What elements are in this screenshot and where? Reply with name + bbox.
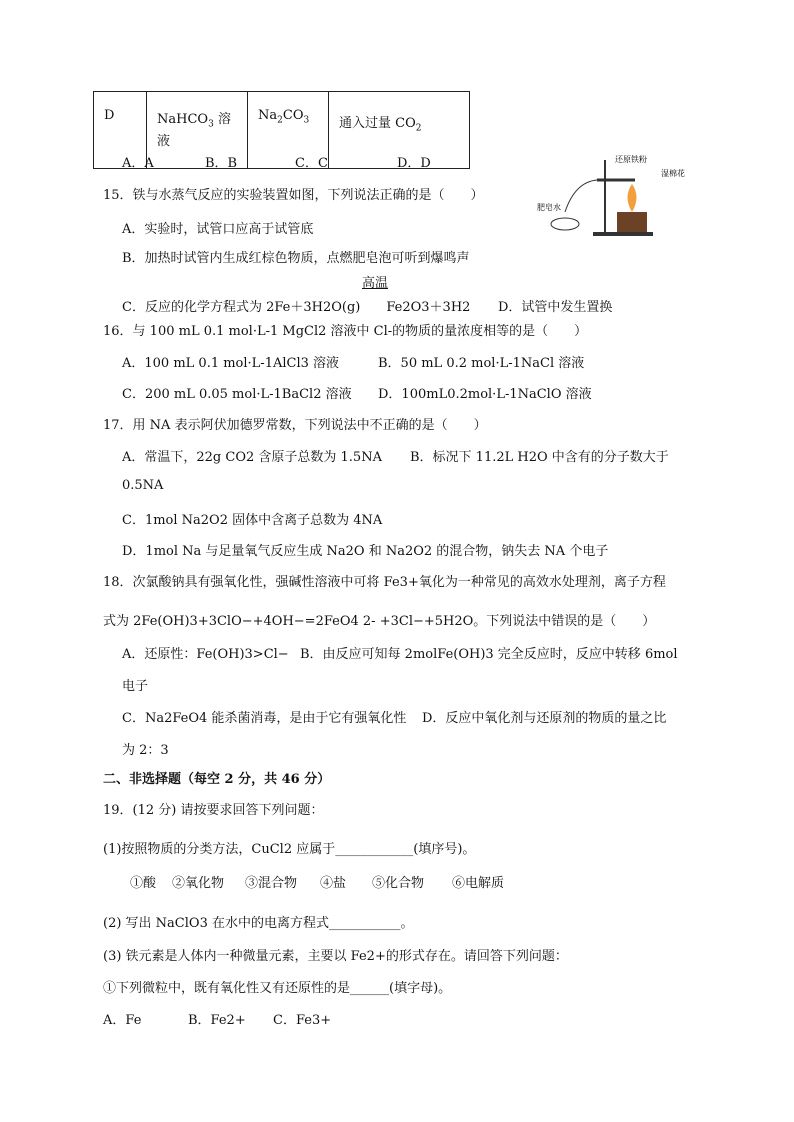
q19-option-c: C．Fe3+	[273, 1013, 332, 1028]
q16-option-b: B．50 mL 0.2 mol·L-1NaCl 溶液	[378, 356, 585, 371]
q15-stem: 15．铁与水蒸气反应的实验装置如图，下列说法正确的是（ ）	[103, 188, 484, 203]
q19-part2: (2) 写出 NaClO3 在水中的电离方程式___________。	[103, 916, 414, 931]
table-cell-impurity: $Na_2CO_3$	[248, 92, 329, 169]
q14-option-c: C．C	[295, 156, 328, 171]
q17-option-b-cont: 0.5NA	[122, 478, 164, 493]
section-title: 二、非选择题（每空 2 分，共 46 分）	[103, 772, 331, 787]
q19-choice-5: ⑤化合物	[372, 876, 425, 891]
q19-choice-1: ①酸	[130, 876, 157, 891]
q16-option-d: D．100mL0.2mol·L-1NaClO 溶液	[378, 387, 592, 402]
q18-stem-line1: 18．次氯酸钠具有强氧化性，强碱性溶液中可将 Fe3+氧化为一种常见的高效水处理剂，离子方程	[103, 575, 666, 590]
table-cell-label: D	[94, 92, 147, 169]
q16-option-a: A．100 mL 0.1 mol·L-1AlCl3 溶液	[122, 356, 340, 371]
q15-option-b: B．加热时试管内生成红棕色物质，点燃肥皂泡可听到爆鸣声	[122, 251, 470, 266]
table-cell-reagent: NaHCO$_3$ 溶液	[147, 92, 248, 169]
q19-choice-6: ⑥电解质	[452, 876, 505, 891]
q16-option-c: C．200 mL 0.05 mol·L-1BaCl2 溶液	[122, 387, 352, 402]
label-iron-powder: 还原铁粉	[615, 155, 647, 164]
q17-option-c: C．1mol Na2O2 固体中含离子总数为 4NA	[122, 513, 383, 528]
table-cell-method: 通入过量 $CO_2$	[329, 92, 470, 169]
q19-choice-2: ②氧化物	[172, 876, 225, 891]
q18-stem-line2: 式为 2Fe(OH)3+3ClO−+4OH−=2FeO4 2- +3Cl−+5H2O。下列说法中错误的是（ ）	[103, 614, 656, 629]
q19-choice-3: ③混合物	[245, 876, 298, 891]
q19-choice-4: ④盐	[320, 876, 347, 891]
q14-option-b: B．B	[205, 156, 238, 171]
q19-part3-sub1: ①下列微粒中，既有氧化性又有还原性的是______(填字母)。	[103, 981, 452, 996]
burner-block	[617, 212, 647, 232]
q14-option-a: A．A	[122, 156, 154, 171]
q18-option-d-cont: 为 2：3	[122, 743, 169, 758]
q17-option-a: A．常温下，22g CO2 含原子总数为 1.5NA	[122, 450, 382, 465]
flame-icon	[628, 184, 637, 212]
soap-dish	[551, 218, 579, 230]
label-soap-water: 肥皂水	[537, 203, 561, 212]
q18-option-a: A．还原性：Fe(OH)3>Cl−	[122, 647, 289, 662]
q14-option-d: D．D	[397, 156, 431, 171]
q15-option-a: A．实验时，试管口应高于试管底	[122, 222, 314, 237]
q15-option-c: C．反应的化学方程式为 2Fe＋3H2O(g) Fe2O3＋3H2	[122, 300, 471, 315]
q17-option-d: D．1mol Na 与足量氧气反应生成 Na2O 和 Na2O2 的混合物，钠失去 NA 个电子	[122, 544, 609, 559]
q18-option-b-cont: 电子	[122, 679, 149, 694]
stand-base	[593, 232, 653, 236]
q19-option-a: A．Fe	[103, 1013, 142, 1028]
q18-option-b: B．由反应可知每 2molFe(OH)3 完全反应时，反应中转移 6mol	[300, 647, 678, 662]
q16-stem: 16．与 100 mL 0.1 mol·L-1 MgCl2 溶液中 Cl-的物质的量浓度相等的是（ ）	[103, 324, 588, 339]
apparatus-figure	[535, 152, 725, 242]
q17-stem: 17．用 NA 表示阿伏加德罗常数，下列说法中不正确的是（ ）	[103, 418, 487, 433]
q18-option-d: D．反应中氧化剂与还原剂的物质的量之比	[422, 711, 667, 726]
q15-option-d: D．试管中发生置换	[498, 300, 613, 315]
q17-option-b: B．标况下 11.2L H2O 中含有的分子数大于	[410, 450, 669, 465]
q19-option-b: B．Fe2+	[188, 1013, 246, 1028]
delivery-tube	[565, 180, 597, 212]
q19-part3: (3) 铁元素是人体内一种微量元素，主要以 Fe2+的形式存在。请回答下列问题：	[103, 949, 568, 964]
q15-condition: 高温	[362, 276, 389, 291]
q19-stem: 19．(12 分) 请按要求回答下列问题：	[103, 803, 324, 818]
q18-option-c: C．Na2FeO4 能杀菌消毒，是由于它有强氧化性	[122, 711, 407, 726]
label-wet-cotton: 湿棉花	[661, 169, 685, 178]
q19-part1: (1)按照物质的分类方法，CuCl2 应属于____________(填序号)。	[103, 842, 476, 857]
